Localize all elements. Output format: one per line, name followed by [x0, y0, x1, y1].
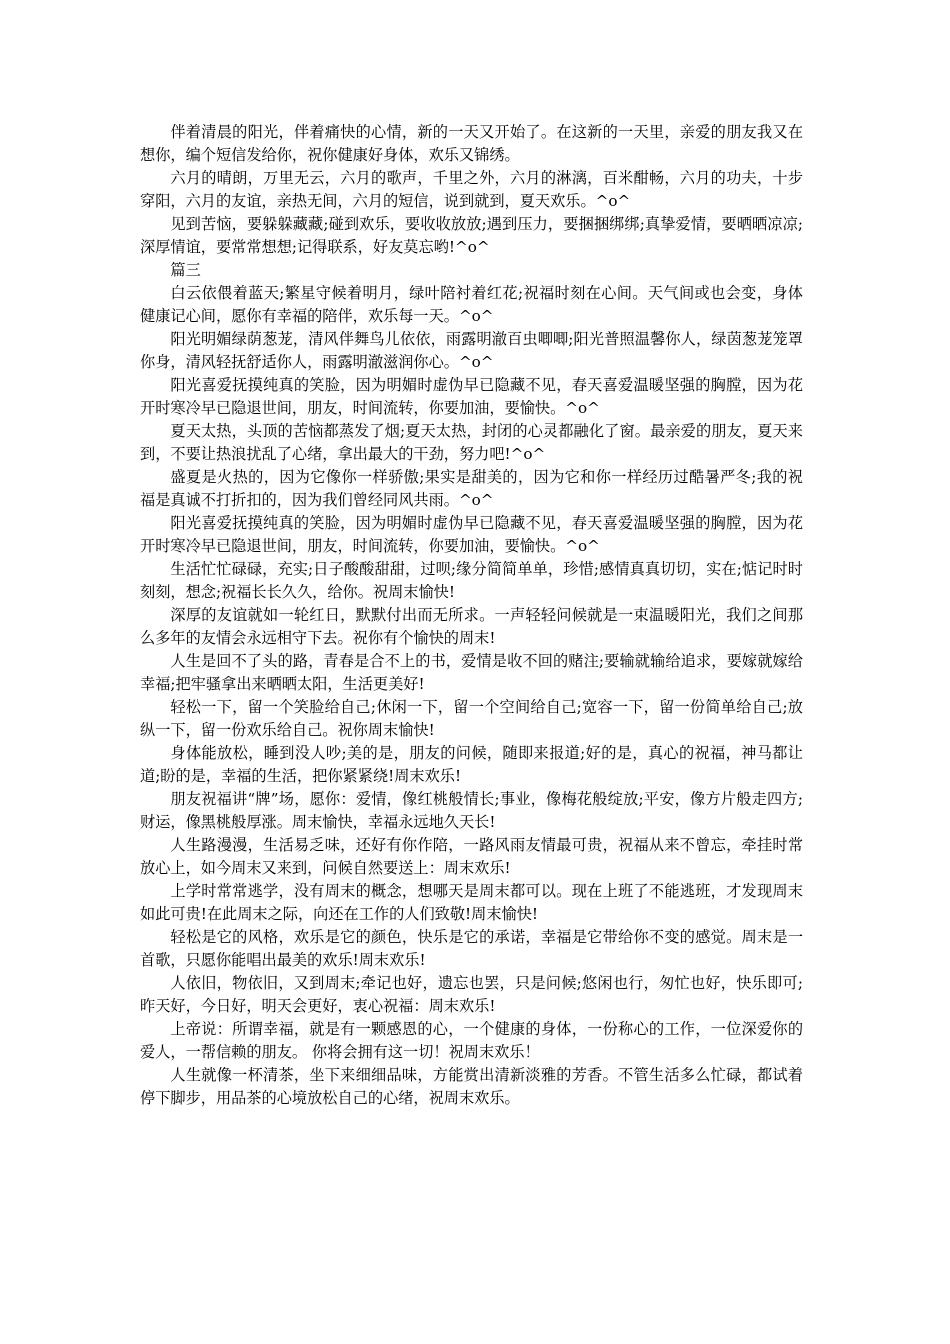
paragraph: 轻松一下，留一个笑脸给自己;休闲一下，留一个空间给自己;宽容一下，留一份简单给自己;放纵一下，留一份欢乐给自己。祝你周末愉快! — [140, 698, 803, 739]
paragraph: 人生就像一杯清茶，坐下来细细品味，方能赏出清新淡雅的芳香。不管生活多么忙碌，都试着停下脚步，用品茶的心境放松自己的心绪，祝周末欢乐。 — [140, 1066, 803, 1107]
paragraph: 阳光喜爱抚摸纯真的笑脸，因为明媚时虚伪早已隐藏不见，春天喜爱温暖坚强的胸膛，因为花开时寒冷早已隐退世间，朋友，时间流转，你要加油，要愉快。^o^ — [140, 376, 803, 417]
paragraph: 伴着清晨的阳光，伴着痛快的心情，新的一天又开始了。在这新的一天里，亲爱的朋友我又在想你，编个短信发给你，祝你健康好身体，欢乐又锦绣。 — [140, 123, 803, 164]
paragraph: 白云依偎着蓝天;繁星守候着明月，绿叶陪衬着红花;祝福时刻在心间。天气间或也会变，身体健康记心间，愿你有幸福的陪伴，欢乐每一天。^o^ — [140, 284, 803, 325]
paragraph: 夏天太热，头顶的苦恼都蒸发了烟;夏天太热，封闭的心灵都融化了窗。最亲爱的朋友，夏天来到，不要让热浪扰乱了心绪，拿出最大的干劲，努力吧!^o^ — [140, 422, 803, 463]
paragraph: 身体能放松，睡到没人吵;美的是，朋友的问候，随即来报道;好的是，真心的祝福，神马都让道;盼的是，幸福的生活，把你紧紧绕!周末欢乐! — [140, 744, 803, 785]
paragraph: 朋友祝福讲“牌”场，愿你：爱情，像红桃般情长;事业，像梅花般绽放;平安，像方片般走四方;财运，像黑桃般厚涨。周末愉快，幸福永远地久天长! — [140, 790, 803, 831]
section-heading: 篇三 — [170, 261, 201, 279]
document-body — [140, 121, 803, 1110]
paragraph: 六月的晴朗，万里无云，六月的歌声，千里之外，六月的淋漓，百米酣畅，六月的功夫，十步穿阳，六月的友谊，亲热无间，六月的短信，说到就到，夏天欢乐。^o^ — [140, 169, 803, 210]
paragraph: 人生路漫漫，生活易乏味，还好有你作陪，一路风雨友情最可贵，祝福从来不曾忘，牵挂时常放心上，如今周末又来到，问候自然要送上：周末欢乐! — [140, 836, 803, 877]
paragraph: 上帝说：所谓幸福，就是有一颗感恩的心，一个健康的身体，一份称心的工作，一位深爱你的爱人，一帮信赖的朋友。 你将会拥有这一切！祝周末欢乐！ — [140, 1020, 803, 1061]
paragraph: 深厚的友谊就如一轮红日，默默付出而无所求。一声轻轻问候就是一束温暖阳光，我们之间那么多年的友情会永远相守下去。祝你有个愉快的周末! — [140, 606, 803, 647]
paragraph: 人生是回不了头的路，青春是合不上的书，爱情是收不回的赌注;要输就输给追求，要嫁就嫁给幸福;把牢骚拿出来晒晒太阳，生活更美好! — [140, 652, 803, 693]
paragraph: 人依旧，物依旧，又到周末;牵记也好，遗忘也罢，只是问候;悠闲也行，匆忙也好，快乐即可;昨天好，今日好，明天会更好，衷心祝福：周末欢乐! — [140, 974, 803, 1015]
paragraph: 生活忙忙碌碌，充实;日子酸酸甜甜，过呗;缘分简简单单，珍惜;感情真真切切，实在;惦记时时刻刻，想念;祝福长长久久，给你。祝周末愉快! — [140, 560, 803, 601]
paragraph: 见到苦恼，要躲躲藏藏;碰到欢乐，要收收放放;遇到压力，要捆捆绑绑;真挚爱情，要晒晒凉凉;深厚情谊，要常常想想;记得联系，好友莫忘哟!^o^ — [140, 215, 803, 256]
paragraph: 上学时常常逃学，没有周末的概念，想哪天是周末都可以。现在上班了不能逃班，才发现周末如此可贵!在此周末之际，向还在工作的人们致敬!周末愉快! — [140, 882, 803, 923]
paragraph: 轻松是它的风格，欢乐是它的颜色，快乐是它的承诺，幸福是它带给你不变的感觉。周末是一首歌，只愿你能唱出最美的欢乐!周末欢乐! — [140, 928, 803, 969]
paragraph: 盛夏是火热的，因为它像你一样骄傲;果实是甜美的，因为它和你一样经历过酷暑严冬;我的祝福是真诚不打折扣的，因为我们曾经同风共雨。^o^ — [140, 468, 803, 509]
paragraph: 阳光明媚绿荫葱茏，清风伴舞鸟儿依依，雨露明澈百虫唧唧;阳光普照温馨你人，绿茵葱茏笼罩你身，清风轻抚舒适你人，雨露明澈滋润你心。^o^ — [140, 330, 803, 371]
paragraph: 阳光喜爱抚摸纯真的笑脸，因为明媚时虚伪早已隐藏不见，春天喜爱温暖坚强的胸膛，因为花开时寒冷早已隐退世间，朋友，时间流转，你要加油，要愉快。^o^ — [140, 514, 803, 555]
